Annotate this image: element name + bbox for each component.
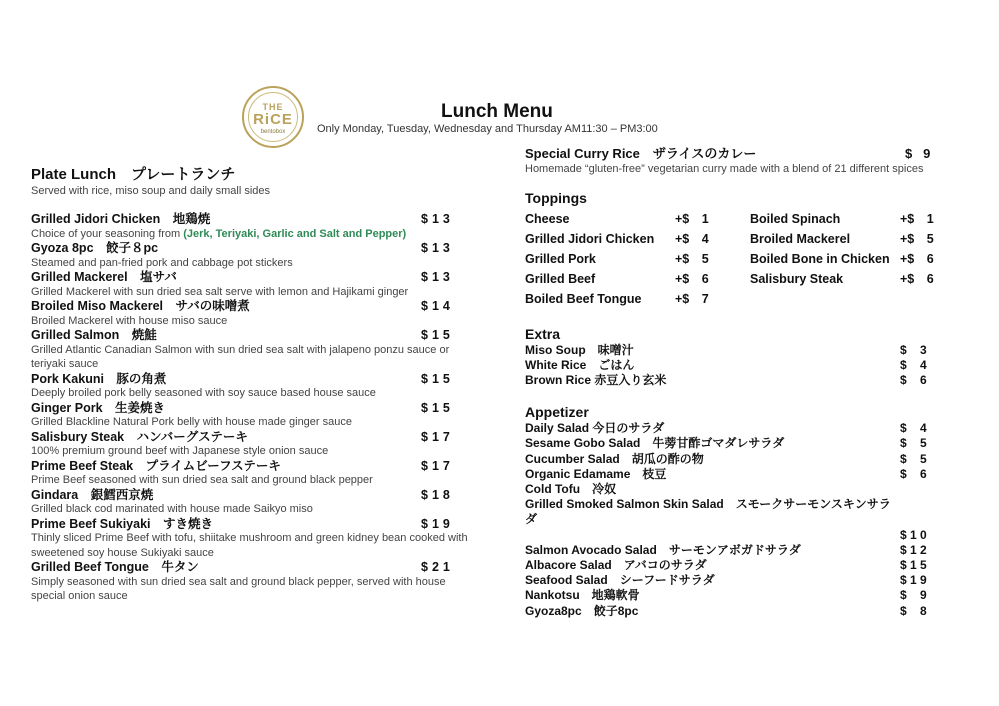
item-name: Gyoza8pc 餃子8pc [525,603,639,618]
toppings-grid [525,209,965,309]
menu-item [31,212,481,241]
item-price: $ 9 [905,146,931,161]
logo-name: RiCE [253,111,293,128]
item-name: Brown Rice 赤豆入り玄米 [525,372,667,387]
topping-price: +$ 1 [900,211,934,226]
item-header [31,328,481,343]
topping-name: Grilled Pork [525,251,596,266]
item-price: $ 3 [900,342,927,357]
item-header [31,517,481,532]
item-name: Gindara 銀鱈西京焼 [31,487,154,502]
item-name: Grilled Jidori Chicken 地鶏焼 [31,212,211,226]
item-name: Ginger Pork 生姜焼き [31,400,166,415]
item-header [31,459,481,474]
menu-item [31,560,481,604]
appetizer-title: Appetizer [525,404,589,421]
item-price: $ 5 [900,436,927,451]
description-text: Grilled Blackline Natural Pork belly with house made ginger sauce [31,416,352,428]
description-text: Grilled black cod marinated with house made Saikyo miso [31,503,313,515]
menu-item [31,299,481,328]
item-name: Broiled Miso Mackerel サバの味噌煮 [31,299,250,313]
menu-item [31,430,481,459]
topping-name: Cheese [525,211,570,226]
item-name: Nankotsu 地鶏軟骨 [525,588,640,603]
item-name: Cold Tofu 冷奴 [525,481,617,496]
item-description [31,285,481,300]
appetizer-item [525,588,965,603]
topping-price: +$ 1 [675,211,709,226]
appetizer-item [525,573,965,588]
menu-item [31,517,481,561]
item-price: $19 [421,516,454,531]
item-description [31,502,481,517]
item-price: $ 8 [900,603,927,618]
item-price: $15 [421,371,454,386]
page-title: Lunch Menu [441,101,553,122]
description-text: Broiled Mackerel with house miso sauce [31,314,228,327]
extra-item [525,343,965,358]
appetizer-item [525,436,965,451]
topping-name: Broiled Mackerel [750,231,851,246]
item-price: $13 [421,212,454,226]
menu-item [31,372,481,401]
item-name: Gyoza 8pc 餃子８pc [31,241,159,255]
curry-item [525,145,965,162]
item-header [31,212,481,227]
item-name: Pork Kakuni 豚の角煮 [31,371,167,386]
item-price: $ 1 2 [900,542,927,557]
extra-item [525,358,965,373]
description-text: Grilled Mackerel with sun dried sea salt serve with lemon and Hajikami ginger [31,285,409,298]
item-price: $15 [421,400,454,415]
item-description [31,386,481,401]
item-name: Salisbury Steak ハンバーグステーキ [31,429,248,444]
menu-item [31,459,481,488]
topping-price: +$ 5 [900,231,934,246]
description-text: Deeply broiled pork belly seasoned with soy sauce based house sauce [31,387,376,399]
topping-price [900,289,950,309]
appetizer-item [525,604,965,619]
item-price: $18 [421,487,454,502]
item-name: Special Curry Rice ザライスのカレー [525,146,757,161]
item-name: Seafood Salad シーフードサラダ [525,573,715,588]
menu-item [31,328,481,372]
section-title: Plate Lunch プレートランチ [31,166,236,183]
item-name: Sesame Gobo Salad 牛蒡甘酢ゴマダレサラダ [525,436,785,451]
item-price: $ 6 [900,466,927,481]
item-price: $14 [421,299,454,313]
item-price: $ 9 [900,588,927,603]
item-header [31,241,481,256]
appetizer-item [525,482,965,497]
item-name: Grilled Smoked Salmon Skin Salad スモークサーモンスキンサラダ [525,497,891,527]
item-name: Grilled Beef Tongue 牛タン [31,560,199,574]
item-description [31,256,481,271]
item-description [31,227,481,242]
item-header [31,560,481,575]
item-price [900,497,965,527]
menu-item [31,488,481,517]
logo-sub: bentobox [260,129,286,135]
appetizer-item [525,497,965,527]
toppings-title: Toppings [525,189,587,206]
item-name: Prime Beef Steak プライムビーフステーキ [31,458,281,473]
topping-price: +$ 5 [675,251,709,266]
topping-name [750,289,900,309]
topping-name: Boiled Spinach [750,211,841,226]
item-name: Miso Soup 味噌汁 [525,342,634,357]
description-text: Simply seasoned with sun dried sea salt and ground black pepper, served with house special onion sauce [31,575,446,602]
appetizer-item [525,421,965,436]
extra-title: Extra [525,325,561,342]
appetizer-item [525,452,965,467]
item-price [900,482,965,497]
topping-price: +$ 6 [900,251,934,266]
item-name: Grilled Salmon 焼鮭 [31,328,157,342]
item-price: $13 [421,241,454,255]
topping-name: Grilled Jidori Chicken [525,231,655,246]
page-subtitle: Only Monday, Tuesday, Wednesday and Thursday AM11:30 – PM3:00 [317,123,658,135]
item-price: $21 [421,560,454,574]
item-price: $ 1 0 [900,527,927,542]
item-description [31,343,481,372]
appetizer-item [525,467,965,482]
item-name: Grilled Mackerel 塩サバ [31,270,177,284]
appetizer-item [525,543,965,558]
section-subtitle: Served with rice, miso soup and daily small sides [31,185,271,197]
item-price: $17 [421,458,454,473]
topping-name: Boiled Beef Tongue [525,291,642,306]
description-text: Grilled Atlantic Canadian Salmon with sun dried sea salt with jalapeno ponzu sauce or teriyaki sauce [31,343,450,370]
menu-item [31,241,481,270]
description-text: Steamed and pan-fried pork and cabbage pot stickers [31,256,293,269]
description-text: Thinly sliced Prime Beef with tofu, shiitake mushroom and green kidney bean cooked with sweetened soy house Sukiyaki sauce [31,532,468,559]
item-header [31,430,481,445]
item-price: $ 6 [900,372,927,387]
item-description [31,415,481,430]
item-description [31,531,481,560]
topping-name: Boiled Bone in Chicken [750,251,890,266]
item-header [31,270,481,285]
item-price: $17 [421,429,454,444]
item-price: $13 [421,270,454,284]
logo-the: THE [262,102,284,112]
item-header [31,401,481,416]
topping-name: Grilled Beef [525,271,596,286]
item-header [31,372,481,387]
item-description [31,314,481,329]
description-text: Prime Beef seasoned with sun dried sea salt and ground black pepper [31,474,373,486]
topping-price: +$ 4 [675,231,709,246]
item-price: $ 4 [900,357,927,372]
right-column [525,145,965,619]
plate-lunch-section [31,165,481,604]
extra-item [525,373,965,388]
item-price: $ 5 [900,451,927,466]
item-header [31,488,481,503]
topping-price: +$ 6 [900,271,934,286]
seasoning-options: (Jerk, Teriyaki, Garlic and Salt and Pepper) [183,227,407,240]
item-description: Homemade “gluten-free” vegetarian curry made with a blend of 21 different spices [525,163,924,175]
appetizer-item [525,528,965,543]
item-name: Prime Beef Sukiyaki すき焼き [31,516,214,531]
item-header [31,299,481,314]
item-price: $ 1 9 [900,573,927,588]
description-text: Choice of your seasoning from [31,227,184,240]
item-description [31,575,481,604]
item-description [31,444,481,459]
topping-price: +$ 6 [675,271,709,286]
menu-item [31,401,481,430]
topping-price: +$ 7 [675,291,709,306]
restaurant-logo [242,86,304,148]
appetizer-item [525,558,965,573]
item-name: Cucumber Salad 胡瓜の酢の物 [525,451,704,466]
item-name: White Rice ごはん [525,357,635,372]
item-price: $ 1 5 [900,557,927,572]
topping-name: Salisbury Steak [750,271,844,286]
item-name: Organic Edamame 枝豆 [525,466,667,481]
item-name: Salmon Avocado Salad サーモンアボガドサラダ [525,542,801,557]
menu-item [31,270,481,299]
item-name: Albacore Salad アバコのサラダ [525,557,707,572]
item-price: $15 [421,328,454,342]
item-description [31,473,481,488]
description-text: 100% premium ground beef with Japanese style onion sauce [31,445,329,457]
item-price: $ 4 [900,421,927,436]
item-name: Daily Salad 今日のサラダ [525,421,665,436]
